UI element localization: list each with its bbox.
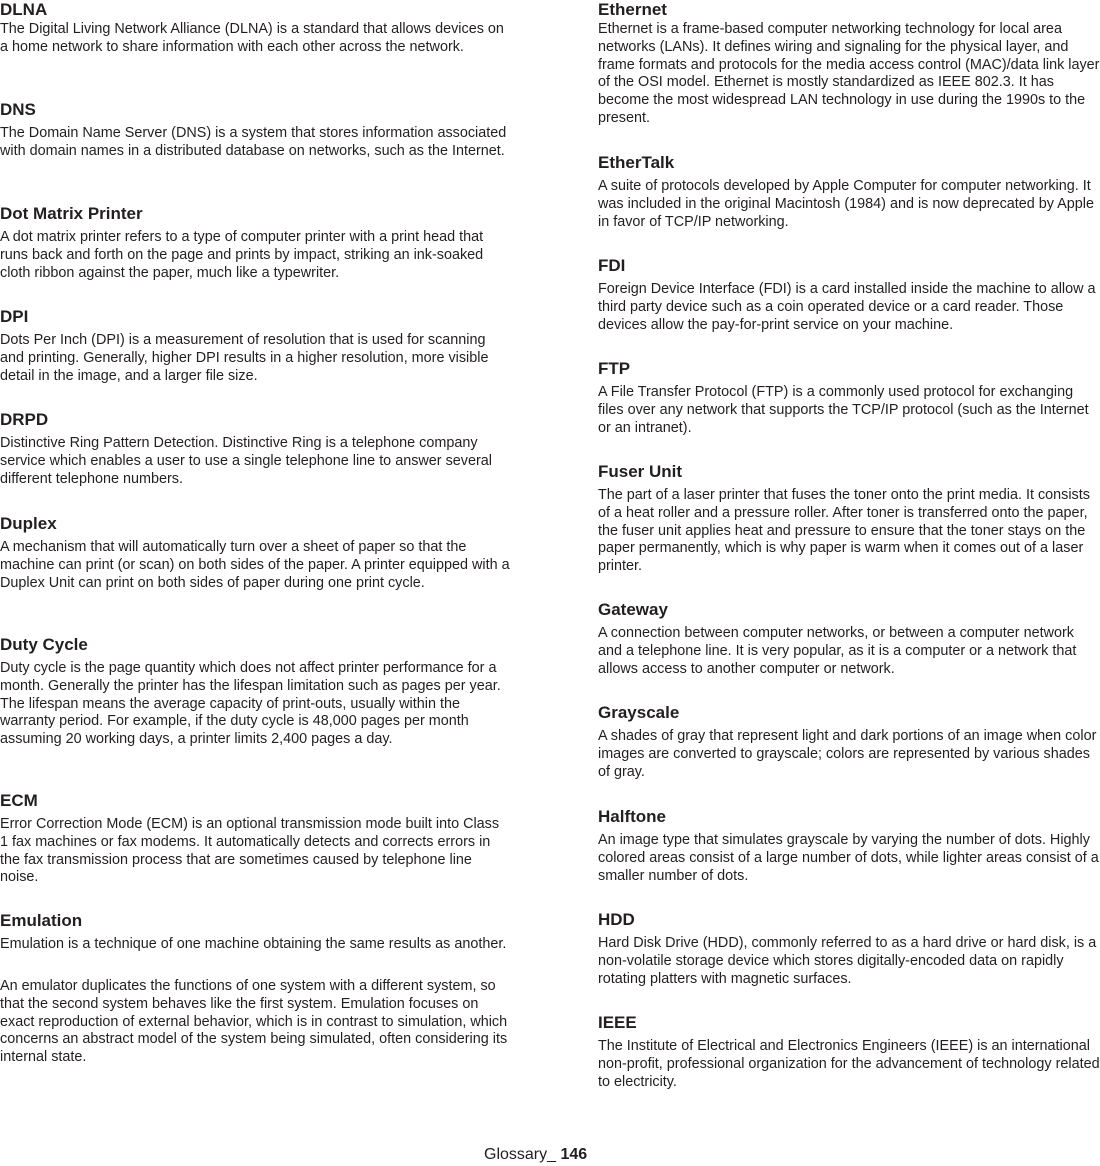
term-definition: The Digital Living Network Alliance (DLNA) is a standard that allows devices on a home network to share information with each other across the network. [0,21,504,55]
term-definition: Hard Disk Drive (HDD), commonly referred to as a hard drive or hard disk, is a non-volatile storage device which stores digitally-encoded data on rapidly rotating platters with magnetic surfaces. [598,935,1097,987]
term-definition: Distinctive Ring Pattern Detection. Distinctive Ring is a telephone company service which enables a user to use a single telephone line to answer several different telephone numbers. [0,435,492,487]
term-definition: Dots Per Inch (DPI) is a measurement of resolution that is used for scanning and printing. Generally, higher DPI results in a higher resolution, more visible detail in the image, and a larger file size. [0,332,489,384]
term-heading: Grayscale [598,703,680,722]
term-definition: An image type that simulates grayscale by varying the number of dots. Highly colored areas consist of a large number of dots, while lighter areas consist of a smaller number of dots. [598,832,1099,884]
term-definition: The Institute of Electrical and Electronics Engineers (IEEE) is an international non-profit, professional organization for the advancement of technology related to electricity. [598,1038,1100,1090]
term-definition: Ethernet is a frame-based computer networking technology for local area networks (LANs). It defines wiring and signaling for the physical layer, and frame formats and protocols for the media access control (MAC)/data link layer of the OSI model. Ethernet is mostly standardized as IEEE 802.3. It has become the most widespread LAN technology in use during the 1990s to the present. [598,21,1100,126]
term-definition: A shades of gray that represent light and dark portions of an image when color images are converted to grayscale; colors are represented by various shades of gray. [598,728,1097,780]
term-heading: Halftone [598,807,666,826]
term-definition: A mechanism that will automatically turn over a sheet of paper so that the machine can print (or scan) on both sides of the paper. A printer equipped with a Duplex Unit can print on both sides of paper during one print cycle. [0,539,510,591]
term-heading: Duty Cycle [0,635,88,654]
term-heading: DRPD [0,410,49,429]
term-definition: The Domain Name Server (DNS) is a system that stores information associated with domain names in a distributed database on networks, such as the Internet. [0,125,507,159]
term-definition: Foreign Device Interface (FDI) is a card installed inside the machine to allow a third party device such as a coin operated device or a card reader. Those devices allow the pay-for-print service on your machine. [598,281,1096,333]
term-heading: HDD [598,910,635,929]
term-heading: DPI [0,307,29,326]
term-heading: FTP [598,359,631,378]
page-number: 146 [560,1146,588,1163]
term-heading: Fuser Unit [598,462,683,481]
term-definition: A dot matrix printer refers to a type of computer printer with a print head that runs back and forth on the page and prints by impact, striking an ink-soaked cloth ribbon against the paper, much like a typewriter. [0,229,484,281]
term-definition-continued: An emulator duplicates the functions of one system with a different system, so that the second system behaves like the first system. Emulation focuses on exact reproduction of external behavior, which is in contrast to simulation, which concerns an abstract model of the system being simulated, often considering its internal state. [0,978,508,1066]
term-heading: IEEE [598,1013,637,1032]
term-definition: A connection between computer networks, or between a computer network and a telephone line. It is very popular, as it is a computer or a network that allows access to another computer or network. [598,625,1077,677]
term-definition: The part of a laser printer that fuses the toner onto the print media. It consists of a heat roller and a pressure roller. After toner is transferred onto the paper, the fuser unit applies heat and pressure to ensure that the toner stays on the paper permanently, which is why paper is warm when it comes out of a laser printer. [598,487,1090,575]
term-definition: A File Transfer Protocol (FTP) is a commonly used protocol for exchanging files over any network that supports the TCP/IP protocol (such as the Internet or an intranet). [598,384,1089,436]
term-heading: DNS [0,100,36,119]
term-heading: Dot Matrix Printer [0,204,143,223]
term-definition: A suite of protocols developed by Apple Computer for computer networking. It was included in the original Macintosh (1984) and is now deprecated by Apple in favor of TCP/IP networking. [598,178,1094,230]
term-heading: ECM [0,791,38,810]
term-heading: Duplex [0,514,57,533]
term-heading: Emulation [0,911,83,930]
term-heading: Gateway [598,600,668,619]
term-heading: FDI [598,256,626,275]
term-definition: Error Correction Mode (ECM) is an optional transmission mode built into Class 1 fax machines or fax modems. It automatically detects and corrects errors in the fax transmission process that are sometimes caused by telephone line noise. [0,816,500,886]
term-heading: Ethernet [598,0,667,19]
term-heading: DLNA [0,0,48,19]
term-definition: Emulation is a technique of one machine obtaining the same results as another. [0,936,507,952]
page-footer [484,1145,587,1165]
term-definition: Duty cycle is the page quantity which does not affect printer performance for a month. Generally the printer has the lifespan limitation such as pages per year. The lifespan means the average capacity of print-outs, usually within the warranty period. For example, if the duty cycle is 48,000 pages per month assuming 20 working days, a printer limits 2,400 pages a day. [0,660,501,748]
term-heading: EtherTalk [598,153,675,172]
footer-section-label: Glossary_ [484,1146,557,1163]
